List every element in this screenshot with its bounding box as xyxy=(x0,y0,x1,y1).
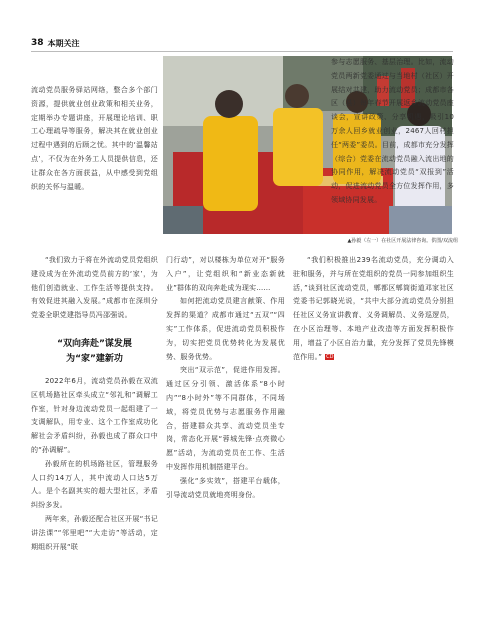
column-right xyxy=(293,254,454,364)
page-header xyxy=(31,37,80,49)
paragraph: 2022年6月，流动党员孙毅在双流区机场路社区牵头成立“邻礼和”调解工作室，针对身边流动党员一起组建了一支调解队，用专业、这个工作室成功化解社会矛盾纠纷，孙毅也成了群众口中的“孙调解”。 xyxy=(31,376,158,454)
column-right-top xyxy=(331,56,454,208)
column-middle xyxy=(166,254,285,502)
subheading-line-2: 为“家”建新功 xyxy=(66,353,123,364)
subheading-line-1: “双向奔赴”谋发展 xyxy=(57,338,132,349)
paragraph: 如何把流动党员建言献策、作用发挥的渠道？成都市通过“五双”“四实”工作体系，促进流动党员积极作为，切实把党员优势转化为发展优势、服务优势。 xyxy=(166,297,285,361)
page-number: 38 xyxy=(31,38,44,48)
column-left-top xyxy=(31,84,158,194)
paragraph-text: “我们积极推出239名流动党员，充分调动入驻和服务，并与所在党组织的党员一同参加组织生活，”谈到社区流动党员，郫都区郫筒街道邓家社区党委书记郭晓光说，“共中大部分流动党员分别担任社区义务宣讲教育、义务调解员、义务巡逻员，在小区治理等、本地产业改造等方面发挥积极作用，增益了小区自治力量，充分发挥了党员先锋模范作用。” xyxy=(293,256,454,361)
paragraph: 流动党员服务驿站网络，整合多个部门资源，提供就业创业政策和相关业务，定期举办专题讲座，开展理论培训、职工心理疏导等服务，解决其在就业创业过程中遇到的后顾之忧。其中的‘温馨站点’，不仅为在外务工人员提供信息，还让群众在各方面获益，从中感受到党组织的关怀与温暖。 xyxy=(31,86,158,191)
end-mark-icon: CD xyxy=(326,353,334,360)
paragraph: 两年来，孙毅还配合社区开展“书记讲法课”“邻里吧”“大走访”等活动，定期组织开展“联 xyxy=(31,514,158,551)
paragraph-final xyxy=(293,254,454,364)
paragraph: 孙毅所在的机场路社区，管理服务人口约14万人，其中流动人口达5万人。是个名副其实的超大型社区，矛盾纠纷多发。 xyxy=(31,459,158,510)
column-left xyxy=(31,254,158,554)
subheading xyxy=(31,337,158,367)
section-title: 本期关注 xyxy=(47,38,80,48)
paragraph: 突出“双示范”，促进作用发挥。通过区分引领、激活体系“8小时内”“8小时外”等不同群体，不同场域，将党员优势与志愿服务作用融合，搭建群众共享、流动党员坐专岗，常态化开展“蓉城先锋·点亮微心愿”活动，为流动党员在工作、生活中发挥作用机制搭建平台。 xyxy=(166,366,285,471)
paragraph: 门行动”，对以楼栋为单位对开“服务入户”，让党组织和“新业态新就业”群体的双向奔赴成为现实…… xyxy=(166,256,285,292)
photo-caption: ▲孙毅（左一）在社区开展法律咨询。供图/双流组 xyxy=(347,238,458,244)
paragraph: 参与志愿服务、基层治理。比如，流动党员两新党委通过与当地村（社区）开展结对共建，助力流动党员；成都市各区（县）每年春节开展返乡流动党员座谈会，宣讲政策、分享机遇，吸引10万余人回乡就业创业，2467人回村担任“两委”委员。目前，成都市充分发挥（综合）党委在流动党员融入流出地的协同作用，解决流动党员“双报到”活动，促进流动党员全方位发挥作用，多领域协同发展。 xyxy=(331,58,454,204)
header-rule xyxy=(31,51,453,52)
paragraph: “我们致力于将在外流动党员党组织建设成为在外流动党员前方的‘家’，为他们创造就业、工作生活等提供支持。有效促进其融入发展。”成都市在深圳分党委全职党建指导员冯邵强说。 xyxy=(31,256,158,320)
paragraph: 强化“多实效”，搭建平台载体，引导流动党员就地亮明身份。 xyxy=(166,476,285,499)
